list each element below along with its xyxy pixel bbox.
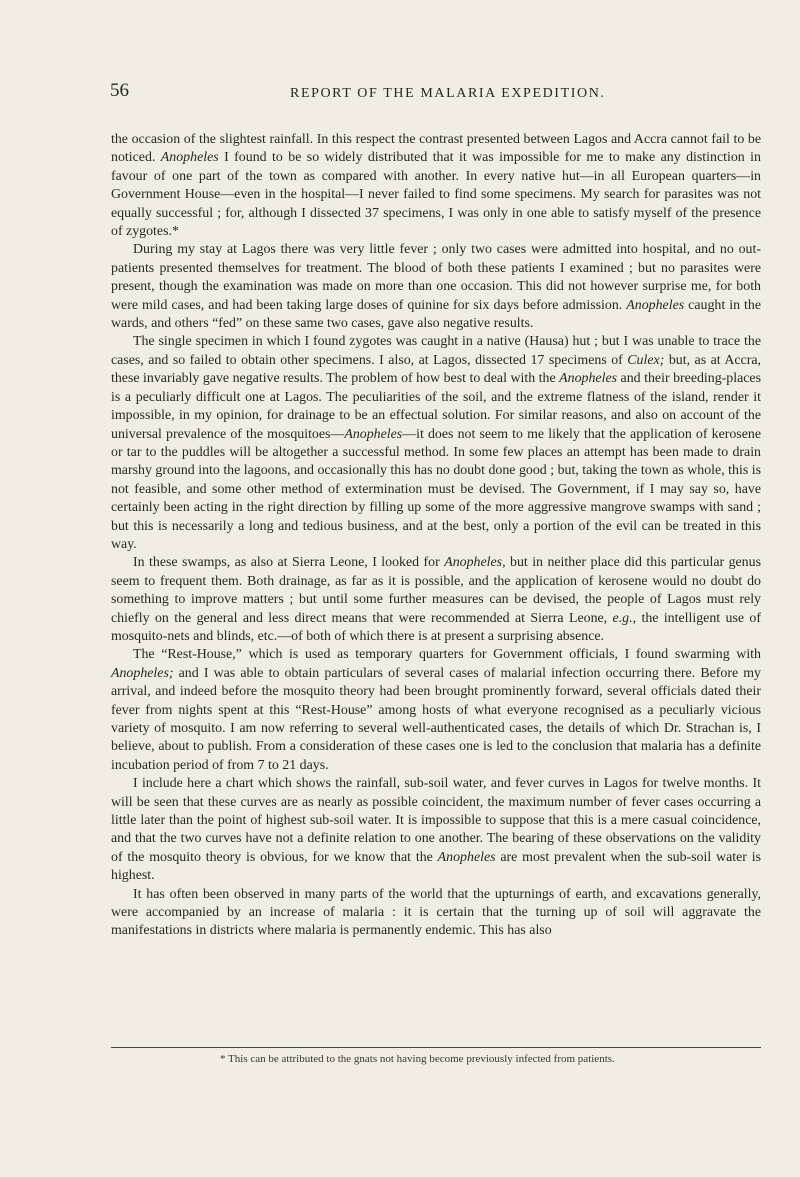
- italic-term: Anopheles: [559, 371, 618, 387]
- paragraph: [111, 131, 761, 241]
- italic-term: Anopheles;: [111, 665, 174, 681]
- paragraph: [111, 241, 761, 333]
- text-run: caught in the wards, and others “fed” on these same two cases, gave also negative results.: [111, 297, 761, 332]
- text-run: but, as at Accra, these invariably gave negative results. The problem of how best to deal with the: [111, 352, 761, 387]
- text-run: The single specimen in which I found zygotes was caught in a native (Hausa) hut ; but I was unable to trace the cases, and so failed to obtain other specimens. I also, at Lagos, dissected 17 specimens of: [111, 334, 761, 368]
- footnote: * This can be attributed to the gnats not having become previously infected from patients.: [220, 1053, 615, 1065]
- italic-term: Anopheles: [437, 849, 496, 865]
- text-run: but in neither place did this particular genus seem to frequent them. Both drainage, as far as it is possible, and the application of kerosene would no doubt do something to improve matters ; but until some further measures can be devised, the people of Lagos must rely chiefly on the general and less direct means that were recommended at Sierra Leone,: [111, 555, 761, 626]
- footnote-rule: [111, 1047, 761, 1048]
- body-text: [111, 131, 761, 941]
- italic-term: Anopheles: [344, 426, 403, 442]
- text-run: The “Rest-House,” which is used as temporary quarters for Government officials, I found swarming with: [133, 647, 761, 663]
- italic-term: Anopheles: [626, 297, 685, 313]
- page-header: [110, 80, 760, 110]
- running-head: REPORT OF THE MALARIA EXPEDITION.: [290, 86, 606, 101]
- paragraph: [111, 554, 761, 646]
- italic-term: e.g.,: [612, 610, 637, 626]
- paragraph: [111, 333, 761, 554]
- paragraph: [111, 886, 761, 941]
- text-run: I include here a chart which shows the rainfall, sub-soil water, and fever curves in Lagos for twelve months. It will be seen that these curves are as nearly as possible coincident, the maximum number of fever cases occurring a little later than the point of highest sub-soil water. It is impossible to suppose that this is a mere casual coincidence, and that the two curves have not a definite relation to one another. The bearing of these observations on the validity of the mosquito theory is obvious, for we know that the: [111, 776, 761, 865]
- paragraph: [111, 775, 761, 885]
- text-run: and their breeding-places is a peculiarly difficult one at Lagos. The peculiarities of the soil, and the extreme flatness of the island, render it impossible, in my opinion, for drainage to be an effectual solution. For similar reasons, and also on account of the universal prevalence of the mosquitoes—: [111, 371, 762, 442]
- text-run: I found to be so widely distributed that it was impossible for me to make any distinction in favour of one part of the town as compared with another. In every native hut—in all European quarters—in Government House—even in the hospital—I never failed to find some specimens. My search for parasites was not equally successful ; for, although I dissected 37 specimens, I was only in one able to satisfy myself of the presence of zygotes.*: [111, 150, 761, 240]
- text-run: During my stay at Lagos there was very little fever ; only two cases were admitted into hospital, and no out-patients presented themselves for treatment. The blood of both these patients I examined ; but no parasites were present, though the examination was made on more than one occasion. This did not however surprise me, for both were mild cases, and had been taking large doses of quinine for six days before admission.: [111, 242, 761, 313]
- italic-term: Anopheles,: [444, 555, 506, 571]
- italic-term: Culex;: [627, 352, 665, 368]
- text-run: the intelligent use of mosquito-nets and blinds, etc.—of both of which there is at present a surprising absence.: [111, 610, 761, 644]
- paragraph: [111, 646, 761, 775]
- page-number: 56: [110, 80, 129, 101]
- text-run: are most prevalent when the sub-soil water is highest.: [111, 849, 761, 884]
- text-run: It has often been observed in many parts of the world that the upturnings of earth, and excavations generally, were accompanied by an increase of malaria : it is certain that the turning up of soil will aggravate the manifestations in districts where malaria is permanently endemic. This has also: [111, 886, 761, 939]
- text-run: —it does not seem to me likely that the application of kerosene or tar to the puddles will be altogether a successful method. In some few places an attempt has been made to drain marshy ground into the lagoons, and occasionally this has no doubt done good ; but, taking the town as whole, this is not feasible, and some other method of extermination must be devised. The Government, if I may say so, have certainly been acting in the right direction by filling up some of the more aggressive mangrove swamps with sand ; but this is necessarily a long and tedious business, and at the best, only a portion of the evil can be treated in this way.: [111, 426, 761, 552]
- italic-term: Anopheles: [160, 150, 219, 166]
- text-run: and I was able to obtain particulars of several cases of malarial infection occurring there. Before my arrival, and indeed before the mosquito theory had been brought prominently forward, several officials dated their fever from nights spent at this “Rest-House” among hosts of what everyone recognised as a peculiarly vicious variety of mosquito. I am now referring to several well-authenticated cases, the details of which Dr. Strachan is, I believe, about to publish. From a consideration of these cases one is led to the conclusion that malaria has a definite incubation period of from 7 to 21 days.: [111, 665, 761, 773]
- text-run: In these swamps, as also at Sierra Leone, I looked for: [133, 555, 445, 571]
- text-run: the occasion of the slightest rainfall. In this respect the contrast presented between Lagos and Accra cannot fail to be noticed.: [111, 132, 761, 166]
